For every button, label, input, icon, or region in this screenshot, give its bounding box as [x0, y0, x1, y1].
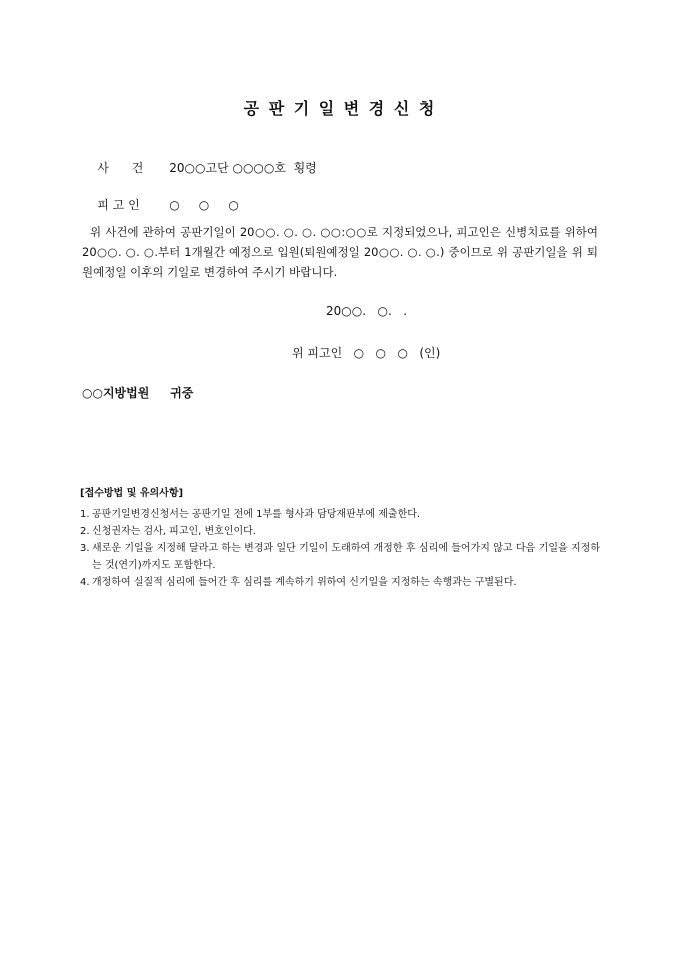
court-addressee: ○○지방법원 귀중: [82, 386, 194, 400]
request-date: 20○○. ○. .: [326, 304, 408, 318]
document-title: 공 판 기 일 변 경 신 청: [243, 99, 437, 118]
request-body: 위 사건에 관하여 공판기일이 20○○. ○. ○. ○○:○○로 지정되었으나, 피고인은 신병치료를 위하여 20○○. ○. ○.부터 1개월간 예정으로 입원(퇴원예정일 20○○. ○. ○.) 중이므로 위 공판기일을 위 퇴원예정일 이후의 기일로 변경하여 주시기 바랍니다.: [82, 225, 598, 279]
note-number: 1.: [80, 509, 90, 520]
case-value: 20○○고단 ○○○○호 횡령: [169, 161, 317, 175]
defendant-value: ○ ○ ○: [169, 198, 239, 212]
notes-heading: [접수방법 및 유의사항]: [80, 488, 184, 499]
note-item: [80, 506, 600, 523]
note-item: [80, 574, 600, 591]
note-item: [80, 523, 600, 540]
note-text: 새로운 기일을 지정해 달라고 하는 변경과 일단 기일이 도래하여 개정한 후 심리에 들어가지 않고 다음 기일을 지정하는 것(연기)까지도 포함한다.: [92, 543, 600, 571]
note-number: 3.: [80, 543, 90, 554]
defendant-label: 피 고 인: [97, 198, 140, 212]
note-text: 신청권자는 검사, 피고인, 변호인이다.: [92, 526, 256, 537]
note-text: 개정하여 실질적 심리에 들어간 후 심리를 계속하기 위하여 신기일을 지정하는 속행과는 구별된다.: [92, 577, 517, 588]
note-number: 4.: [80, 577, 90, 588]
note-text: 공판기일변경신청서는 공판기일 전에 1부를 형사과 담당재판부에 제출한다.: [92, 509, 421, 520]
case-label: 사 건: [97, 161, 144, 175]
note-item: [80, 540, 600, 574]
notes-section: [80, 486, 600, 591]
note-number: 2.: [80, 526, 90, 537]
signer-line: 위 피고인 ○ ○ ○ (인): [292, 346, 441, 360]
defendant-row: [82, 182, 239, 227]
